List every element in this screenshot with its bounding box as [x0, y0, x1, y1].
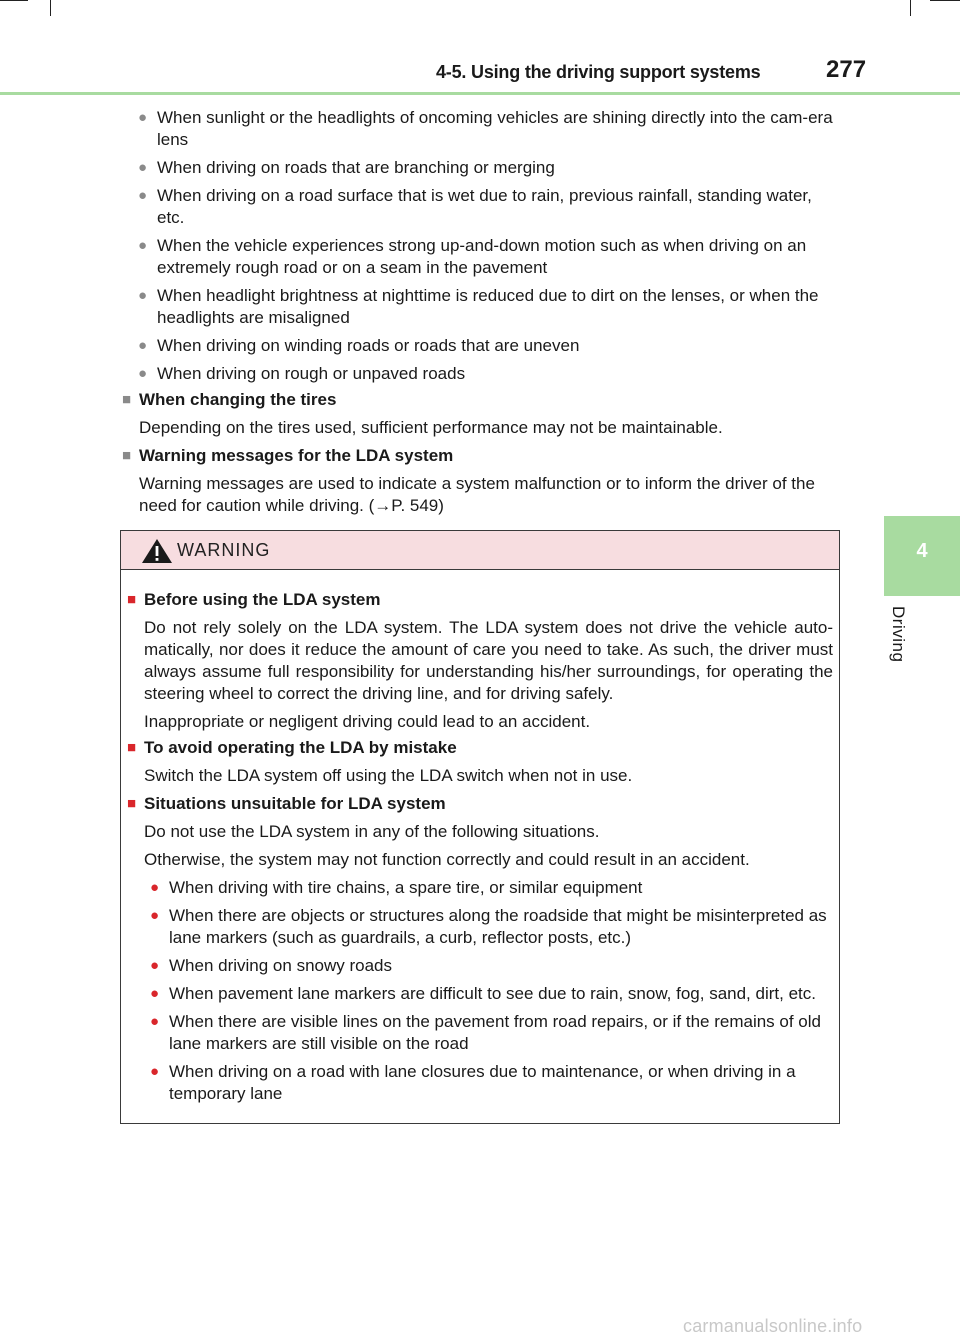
square-bullet-icon: ■	[127, 591, 137, 608]
bullet-icon: ●	[138, 187, 148, 204]
list-item: ● When headlight brightness at nighttime is reduced due to dirt on the lenses, or when the headlights are misaligned	[138, 286, 819, 327]
crop-mark	[910, 0, 911, 16]
chapter-label	[888, 606, 914, 676]
list-item: ● When sunlight or the headlights of oncoming vehicles are shining directly into the cam-era lens	[138, 108, 833, 149]
warning-section-before-using	[127, 589, 833, 739]
crop-mark	[0, 0, 28, 1]
warning-title: WARNING	[177, 540, 271, 560]
warning-section-body	[127, 617, 833, 733]
square-bullet-icon: ■	[127, 795, 137, 812]
list-item: ● When the vehicle experiences strong up-and-down motion such as when driving on an extremely rough road or on a seam in the pavement	[138, 236, 807, 277]
paragraph: Otherwise, the system may not function correctly and could result in an accident.	[144, 850, 750, 869]
bullet-icon: ●	[150, 1013, 160, 1030]
section-body: Warning messages are used to indicate a system malfunction or to inform the driver of the need for caution while driving. (→P. 549)	[139, 474, 815, 515]
warning-section-heading: ■ Situations unsuitable for LDA system	[127, 794, 446, 813]
warning-header	[121, 531, 839, 570]
list-item: ● When driving on winding roads or roads that are uneven	[138, 336, 580, 355]
bullet-icon: ●	[138, 287, 148, 304]
list-item: ● When driving on a road surface that is wet due to rain, previous rainfall, standing water, etc.	[138, 186, 812, 227]
square-bullet-icon: ■	[122, 447, 132, 464]
watermark: carmanualsonline.info	[683, 1316, 863, 1336]
bullet-icon: ●	[138, 237, 148, 254]
square-bullet-icon: ■	[127, 739, 137, 756]
list-item: ● When driving with tire chains, a spare tire, or similar equipment	[150, 878, 643, 897]
section-body: Depending on the tires used, sufficient performance may not be maintainable.	[139, 418, 723, 437]
list-item: ● When pavement lane markers are difficult to see due to rain, snow, fog, sand, dirt, etc.	[150, 984, 816, 1003]
list-item: ● When driving on roads that are branching or merging	[138, 158, 555, 177]
section-title: 4-5. Using the driving support systems	[436, 62, 761, 82]
bullet-icon: ●	[150, 1063, 160, 1080]
paragraph: Do not rely solely on the LDA system. The LDA system does not drive the vehicle auto-matically, nor does it reduce the amount of care you need to take. As such, the driver must always assume full responsibility for understanding his/her surroundings, for operating the steering wheel to correct the driving line, and for driving safely.	[144, 618, 833, 703]
bullet-icon: ●	[138, 337, 148, 354]
bullet-icon: ●	[150, 907, 160, 924]
warning-section-body	[127, 765, 833, 787]
section-warning-messages	[122, 445, 842, 517]
list-item: ● When there are visible lines on the pavement from road repairs, or if the remains of old lane markers are still visible on the road	[150, 1012, 821, 1053]
bullet-icon: ●	[138, 159, 148, 176]
chapter-number: 4	[916, 540, 928, 562]
square-bullet-icon: ■	[122, 391, 132, 408]
paragraph: Inappropriate or negligent driving could lead to an accident.	[144, 712, 591, 731]
section-changing-tires	[122, 389, 842, 439]
bullet-icon: ●	[138, 109, 148, 126]
chapter-label-text: Driving	[889, 606, 908, 663]
paragraph: Switch the LDA system off using the LDA switch when not in use.	[144, 766, 633, 785]
bullet-icon: ●	[150, 985, 160, 1002]
crop-mark	[930, 0, 960, 1]
crop-mark	[50, 0, 51, 16]
warning-section-unsuitable	[127, 793, 833, 1111]
header-rule	[0, 92, 960, 95]
bullet-icon: ●	[138, 365, 148, 382]
bullet-icon: ●	[150, 879, 160, 896]
warning-section-heading: ■ To avoid operating the LDA by mistake	[127, 738, 457, 757]
list-item: ● When driving on a road with lane closures due to maintenance, or when driving in a temporary lane	[150, 1062, 796, 1103]
unsuitable-situations-list	[127, 877, 833, 1105]
bullet-icon: ●	[150, 957, 160, 974]
warning-section-body	[127, 821, 833, 871]
list-item: ● When driving on snowy roads	[150, 956, 393, 975]
paragraph: Do not use the LDA system in any of the following situations.	[144, 822, 600, 841]
chapter-tab	[884, 516, 960, 596]
warning-section-avoid-mistake	[127, 737, 833, 793]
conditions-list	[138, 107, 842, 391]
warning-box	[120, 530, 840, 1124]
section-heading: ■ When changing the tires	[122, 390, 337, 409]
page-number: 277	[826, 56, 867, 83]
list-item: ● When there are objects or structures along the roadside that might be misinterpreted as lane markers (such as guardrails, a curb, reflector posts, etc.)	[150, 906, 827, 947]
warning-triangle-icon	[141, 538, 173, 564]
warning-section-heading: ■ Before using the LDA system	[127, 590, 381, 609]
section-heading: ■ Warning messages for the LDA system	[122, 446, 454, 465]
list-item: ● When driving on rough or unpaved roads	[138, 364, 466, 383]
